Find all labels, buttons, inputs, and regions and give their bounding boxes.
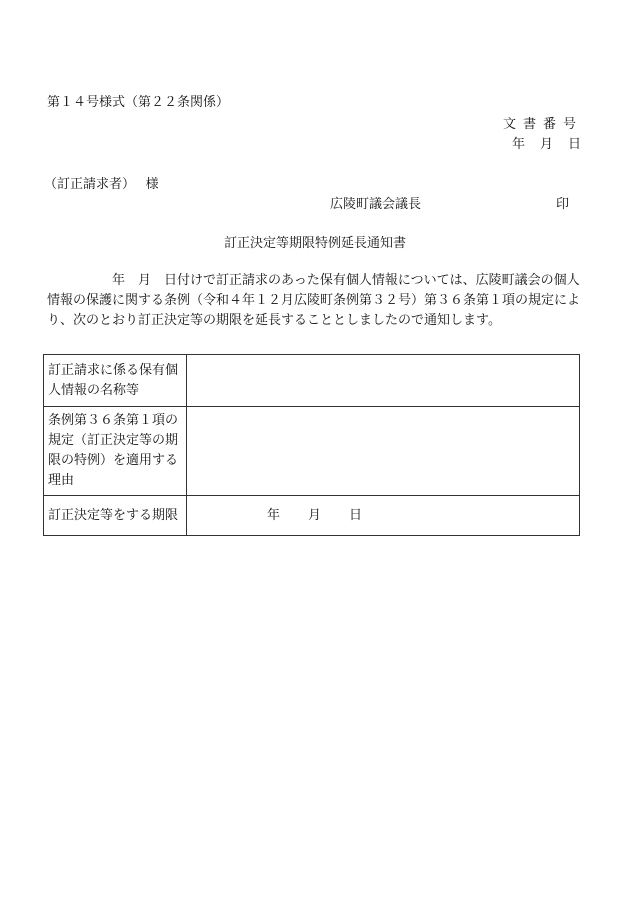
- deadline-date-value: [187, 496, 580, 536]
- table-row-label: 条例第３６条第１項の規定（訂正決定等の期限の特例）を適用する理由: [44, 407, 187, 496]
- table-row: [44, 407, 580, 496]
- table-row: [44, 355, 580, 407]
- form-number: 第１４号様式（第２２条関係）: [47, 95, 230, 110]
- sender-name: 広陵町議会議長: [330, 197, 422, 212]
- deadline-month-label: 月: [308, 507, 322, 523]
- table-row-value: [187, 355, 580, 407]
- table-row-label: 訂正決定等をする期限: [44, 496, 187, 536]
- table-row-label: 訂正請求に係る保有個人情報の名称等: [44, 355, 187, 407]
- notice-info-table: [43, 354, 580, 536]
- deadline-day-label: 日: [349, 507, 363, 523]
- issue-date-line: 年 月 日: [511, 137, 582, 152]
- document-number-label: 文書番号: [502, 117, 583, 132]
- notice-body-text: 年 月 日付けで訂正請求のあった保有個人情報については、広陵町議会の個人情報の保護に関する条例（令和４年１２月広陵町条例第３２号）第３６条第１項の規定により、次のとおり訂正決定等の期限を延長することとしましたので通知します。: [47, 273, 581, 328]
- seal-mark: 印: [556, 197, 570, 212]
- table-row-value: [187, 407, 580, 496]
- document-title: 訂正決定等期限特例延長通知書: [223, 236, 406, 251]
- recipient-line: （訂正請求者） 様: [44, 177, 159, 192]
- table-row: [44, 496, 580, 536]
- deadline-year-label: 年: [267, 507, 281, 523]
